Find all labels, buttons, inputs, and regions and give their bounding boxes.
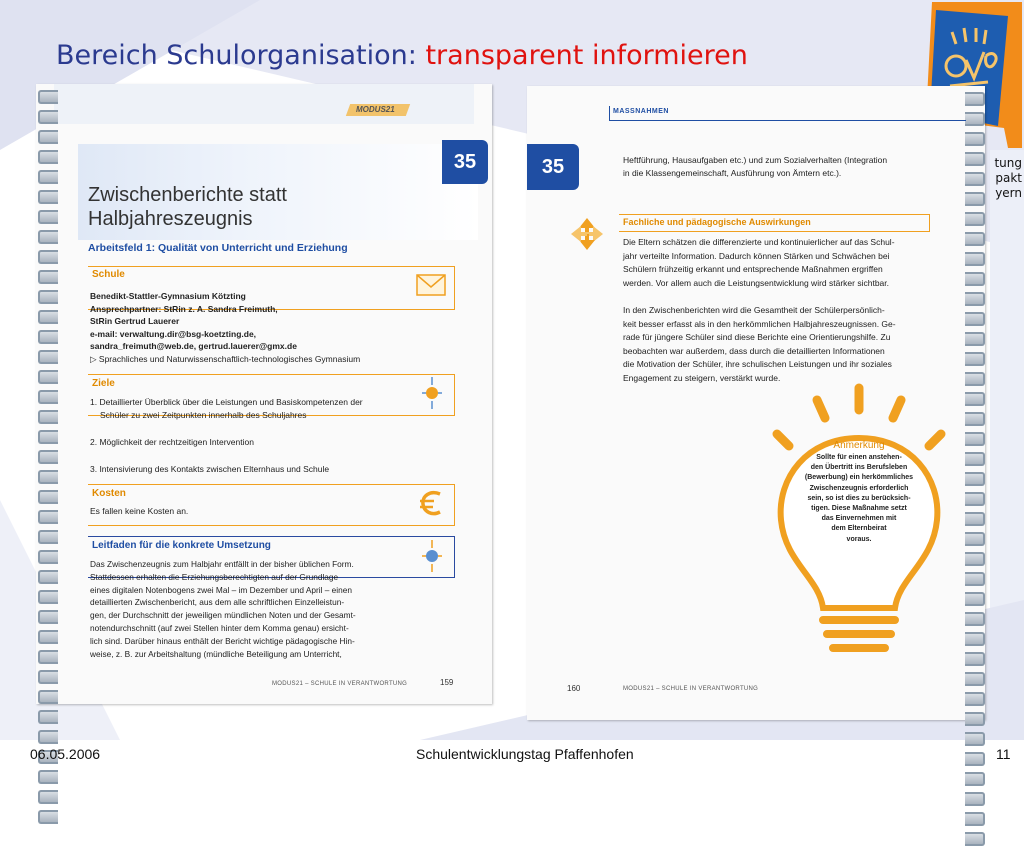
note-line-2: den Übertritt ins Berufsleben (810, 464, 908, 472)
para1-line-1: Die Eltern schätzen die differenzierte und kontinuierlicher auf das Schul- (623, 237, 895, 247)
doc-heading-line-1: Zwischenberichte statt (88, 184, 287, 206)
ziele-item-3: 3. Intensivierung des Kontakts zwischen Elternhaus und Schule (90, 464, 330, 474)
document-page-right (527, 86, 985, 720)
para2-line-2: keit besser erfasst als in den herkömmlichen Halbjahreszeugnissen. Ge- (623, 318, 896, 329)
envelope-icon (416, 274, 446, 296)
footer-event: Schulentwicklungstag Pfaffenhofen (416, 746, 634, 762)
side-text-line-1: tung (994, 156, 1022, 170)
compass-icon (420, 539, 444, 573)
footer-date: 06.05.2006 (30, 746, 101, 762)
side-text-line-2: pakt (995, 171, 1022, 185)
kosten-frame (88, 484, 455, 526)
slide-title (56, 40, 748, 71)
para2 (623, 304, 896, 385)
section-label: Fachliche und pädagogische Auswirkungen (623, 217, 811, 227)
target-icon (420, 376, 444, 410)
note-line-6: tigen. Diese Maßnahme setzt (811, 505, 907, 513)
para2-line-1: In den Zwischenberichten wird die Gesamtheit der Schülerpersönlich- (623, 305, 885, 315)
arrows-cycle-icon (567, 214, 607, 254)
footer-page-number: 11 (996, 746, 1011, 762)
leitfaden-line-6: notendurchschnitt (auf zwei Stellen hinter dem Komma genau) ersicht- (90, 622, 349, 633)
left-page-number: 159 (440, 678, 454, 687)
leitfaden-line-7: lich sind. Darüber hinaus enthält der Bericht wichtige pädagogische Hin- (90, 635, 355, 646)
intro-line-1: Heftführung, Hausaufgaben etc.) und zum Sozialverhalten (Integration (623, 155, 888, 165)
schule-label: Schule (92, 269, 125, 280)
spiral-binding-right (965, 92, 985, 852)
note-line-9: voraus. (846, 535, 872, 543)
para2-line-3: rade für jüngere Schüler sind diese Berichte eine Orientierungshilfe. Zu (623, 332, 891, 342)
leitfaden-line-4: detaillierten Zwischenbericht, aus dem alle schriftlichen Einzelleistun- (90, 597, 345, 608)
kosten-text: Es fallen keine Kosten an. (90, 506, 189, 516)
spiral-binding-left (38, 90, 58, 830)
kosten-label: Kosten (92, 488, 126, 499)
schule-line-3: StRin Gertrud Lauerer (90, 316, 180, 326)
schule-details (90, 290, 360, 365)
schule-line-4: e-mail: verwaltung.dir@bsg-koetzting.de, (90, 328, 257, 339)
slide-title-main: Bereich Schulorganisation: (56, 40, 426, 71)
ziele-item-1a: 1. Detaillierter Überblick über die Leistungen und Basiskompetenzen der (90, 397, 363, 407)
left-page-footer: MODUS21 – SCHULE IN VERANTWORTUNG (272, 681, 408, 687)
leitfaden-line-1: Das Zwischenzeugnis zum Halbjahr entfällt in der bisher üblichen Form. (90, 559, 354, 569)
leitfaden-text (90, 558, 356, 660)
para1-line-4: werden. Vor allem auch die Leistungsentwicklung wird stärker sichtbar. (623, 277, 889, 288)
leitfaden-line-2: Stattdessen erhalten die Erziehungsberechtigten auf der Grundlage (90, 571, 339, 582)
intro-text (623, 154, 887, 180)
note-line-5: sein, so ist dies zu berücksich- (807, 494, 911, 502)
ziele-item-1b: Schüler zu zwei Zeitpunkten innerhalb des Schuljahres (100, 410, 307, 420)
note-line-4: Zwischenzeugnis erforderlich (809, 484, 909, 492)
leitfaden-line-8: weise, z. B. zur Arbeitshaltung (mündliche Beteiligung am Unterricht, (90, 648, 342, 659)
document-page-left (36, 84, 492, 704)
ziele-label: Ziele (92, 378, 115, 389)
schule-line-6: ▷ Sprachliches und Naturwissenschaftlich-technologisches Gymnasium (90, 353, 361, 364)
leitfaden-line-3: eines digitalen Notenbogens zwei Mal – im Dezember und April – einen (90, 584, 352, 595)
para1 (623, 236, 895, 290)
note-text (785, 453, 933, 545)
leitfaden-line-5: gen, der Durchschnitt der jeweiligen mündlichen Noten und der Gesamt- (90, 610, 356, 621)
header-logo-text: MODUS21 (356, 105, 395, 114)
intro-line-2: in die Klassengemeinschaft, Ausführung von Ämtern etc.). (623, 168, 842, 178)
note-title: Anmerkung (833, 440, 885, 451)
ziele-item-2: 2. Möglichkeit der rechtzeitigen Intervention (90, 437, 254, 447)
note-line-1: Sollte für einen anstehen- (816, 454, 902, 461)
schule-line-2: Ansprechpartner: StRin z. A. Sandra Freimuth, (90, 303, 278, 314)
para2-line-4: beobachten war außerdem, dass durch die detaillierten Informationen (623, 345, 885, 356)
slide-title-highlight: transparent informieren (425, 40, 748, 71)
right-page-footer: MODUS21 – SCHULE IN VERANTWORTUNG (623, 686, 759, 692)
para2-line-5: die Motivation der Schüler, ihre schulischen Leistungen und ihr soziales (623, 359, 892, 369)
ziele-list (90, 396, 363, 476)
note-line-7: das Einvernehmen mit (821, 515, 897, 523)
doc-heading-line-2: Halbjahreszeugnis (88, 208, 253, 230)
side-text-line-3: yern (995, 186, 1022, 200)
para1-line-2: jahr verteilte Information. Dadurch können Stärken und Schwächen bei (623, 250, 890, 261)
leitfaden-label: Leitfaden für die konkrete Umsetzung (92, 540, 271, 551)
schule-line-5: sandra_freimuth@web.de, gertrud.lauerer@gmx.de (90, 341, 297, 351)
para2-line-6: Engagement zu steigern, verstärkt wurde. (623, 372, 781, 383)
note-line-8: dem Elternbeirat (831, 525, 887, 533)
page-badge: 35 (442, 140, 488, 184)
note-line-3: (Bewerbung) ein herkömmliches (804, 474, 914, 482)
section-header: MASSNAHMEN (613, 108, 669, 115)
doc-subheading: Arbeitsfeld 1: Qualität von Unterricht und Erziehung (88, 242, 348, 254)
euro-icon (418, 488, 446, 518)
right-page-number: 160 (567, 684, 581, 693)
schule-line-1: Benedikt-Stattler-Gymnasium Kötzting (90, 291, 246, 301)
page-badge-right: 35 (527, 144, 579, 190)
para1-line-3: Schülern frühzeitig erkannt und entsprechende Maßnahmen ergriffen (623, 264, 883, 274)
